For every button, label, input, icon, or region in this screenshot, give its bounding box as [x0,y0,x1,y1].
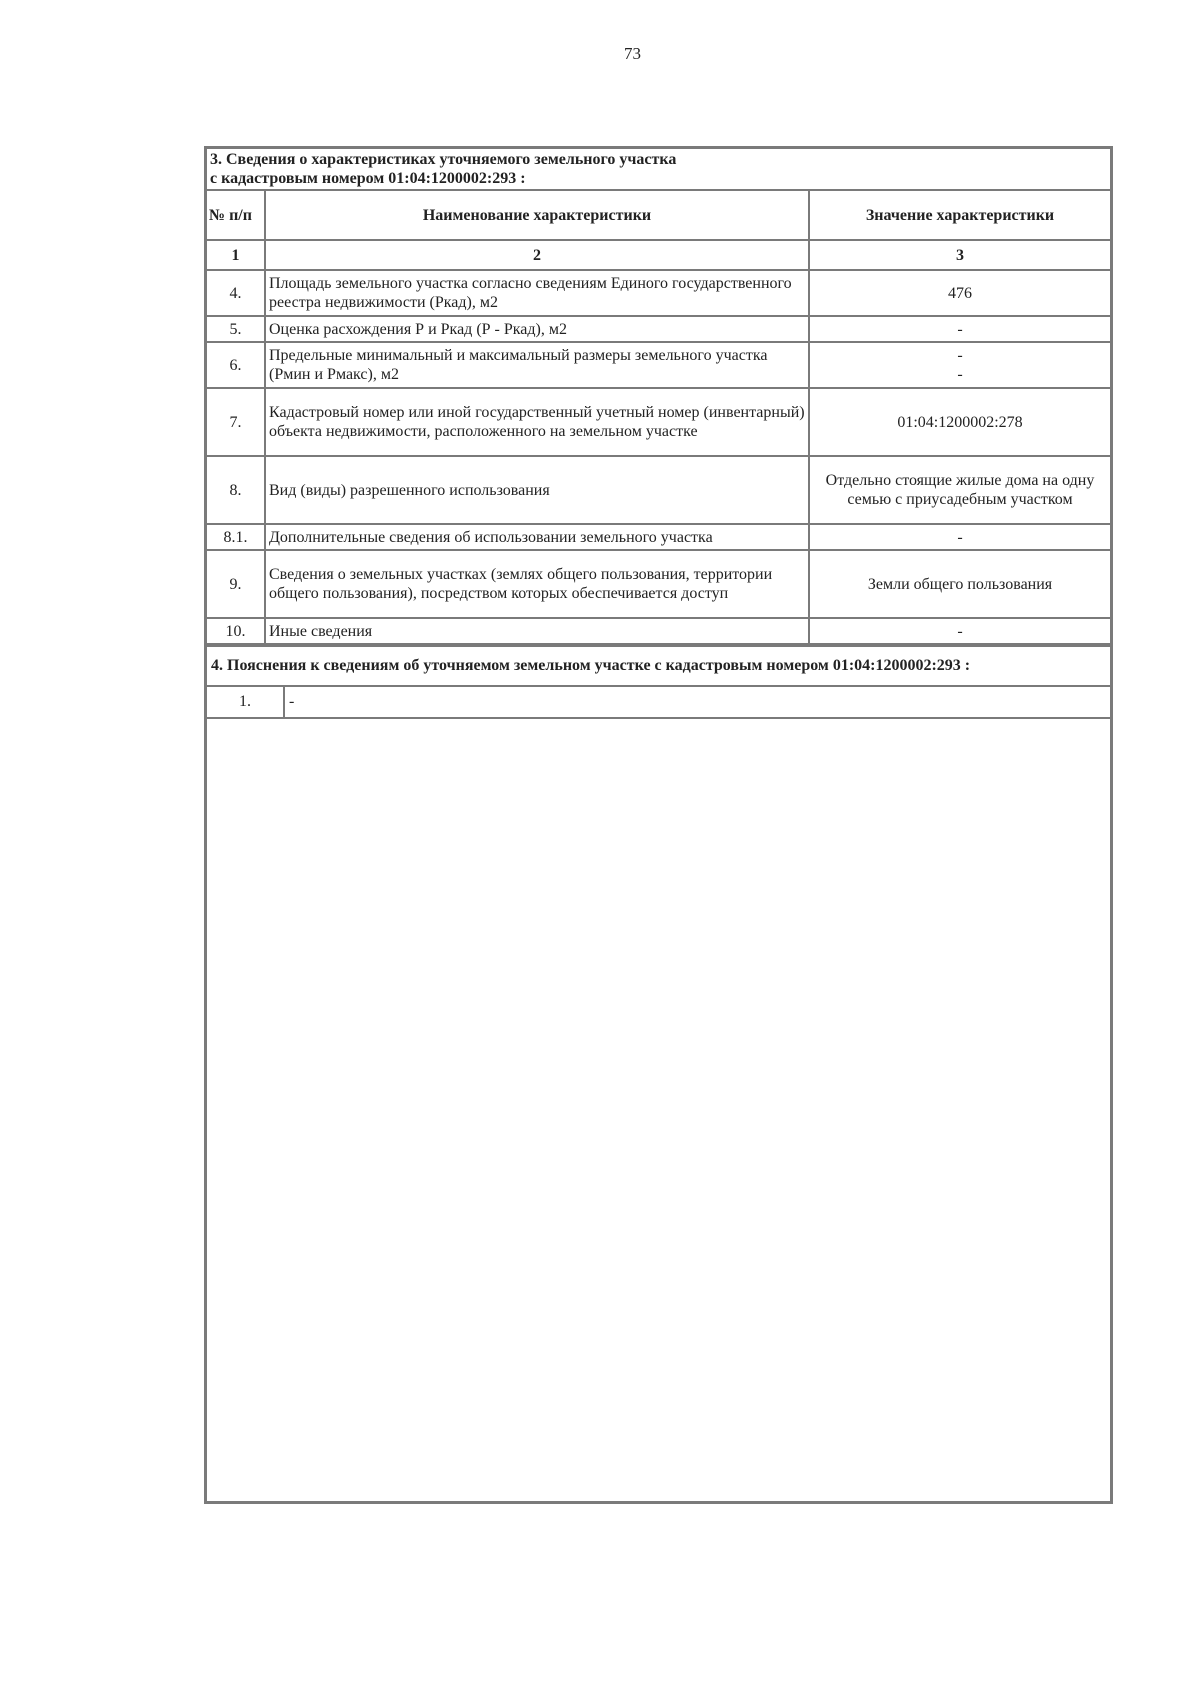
section3-title-line2: с кадастровым номером 01:04:1200002:293 : [210,170,526,188]
row-value: - [809,618,1110,644]
row-num: 6. [207,342,265,388]
row-num: 9. [207,550,265,618]
row-value: 01:04:1200002:278 [809,388,1110,456]
row-num: 10. [207,618,265,644]
row-name: Оценка расхождения Р и Ркад (Р - Ркад), м2 [265,316,809,342]
index-cell: 2 [265,240,809,270]
row-value: Отдельно стоящие жилые дома на одну семью с приусадебным участком [809,456,1110,524]
row-value: - [809,524,1110,550]
row-name: Дополнительные сведения об использовании земельного участка [265,524,809,550]
table-row [207,550,1110,618]
header-num: № п/п [207,190,265,240]
notes-row [207,686,1110,718]
table-row [207,270,1110,316]
header-name: Наименование характеристики [265,190,809,240]
row-name: Предельные минимальный и максимальный размеры земельного участка (Рмин и Рмакс), м2 [265,342,809,388]
notes-table [207,645,1110,719]
row-name: Иные сведения [265,618,809,644]
index-cell: 1 [207,240,265,270]
row-value: 476 [809,270,1110,316]
section4-title: 4. Пояснения к сведениям об уточняемом земельном участке с кадастровым номером 01:04:1200002:293 : [207,646,1110,686]
table-row [207,618,1110,644]
row-num: 8.1. [207,524,265,550]
header-row [207,190,1110,240]
row-num: 8. [207,456,265,524]
row-value: Земли общего пользования [809,550,1110,618]
section3-title [207,149,1110,190]
row-num: 5. [207,316,265,342]
row-name: Площадь земельного участка согласно сведениям Единого государственного реестра недвижимости (Ркад), м2 [265,270,809,316]
row-value-max: - [957,366,963,384]
index-row [207,240,1110,270]
row-num: 4. [207,270,265,316]
section4-title-row [207,646,1110,686]
row-name: Кадастровый номер или иной государственный учетный номер (инвентарный) объекта недвижимости, расположенного на земельном участке [265,388,809,456]
form-frame [204,146,1113,1504]
page-number: 73 [624,44,641,63]
index-cell: 3 [809,240,1110,270]
notes-row-text: - [284,686,1110,718]
row-value [809,342,1110,388]
table-row [207,456,1110,524]
row-value-min: - [957,347,963,365]
row-num: 7. [207,388,265,456]
table-row [207,388,1110,456]
row-value: - [809,316,1110,342]
row-name: Сведения о земельных участках (землях общего пользования, территории общего пользования), посредством которых обеспечивается доступ [265,550,809,618]
table-row [207,316,1110,342]
notes-row-num: 1. [207,686,284,718]
table-row [207,524,1110,550]
table-row [207,342,1110,388]
characteristics-table [207,149,1110,645]
header-value: Значение характеристики [809,190,1110,240]
section3-title-line1: 3. Сведения о характеристиках уточняемого земельного участка [210,151,677,168]
section3-title-row [207,149,1110,190]
row-name: Вид (виды) разрешенного использования [265,456,809,524]
